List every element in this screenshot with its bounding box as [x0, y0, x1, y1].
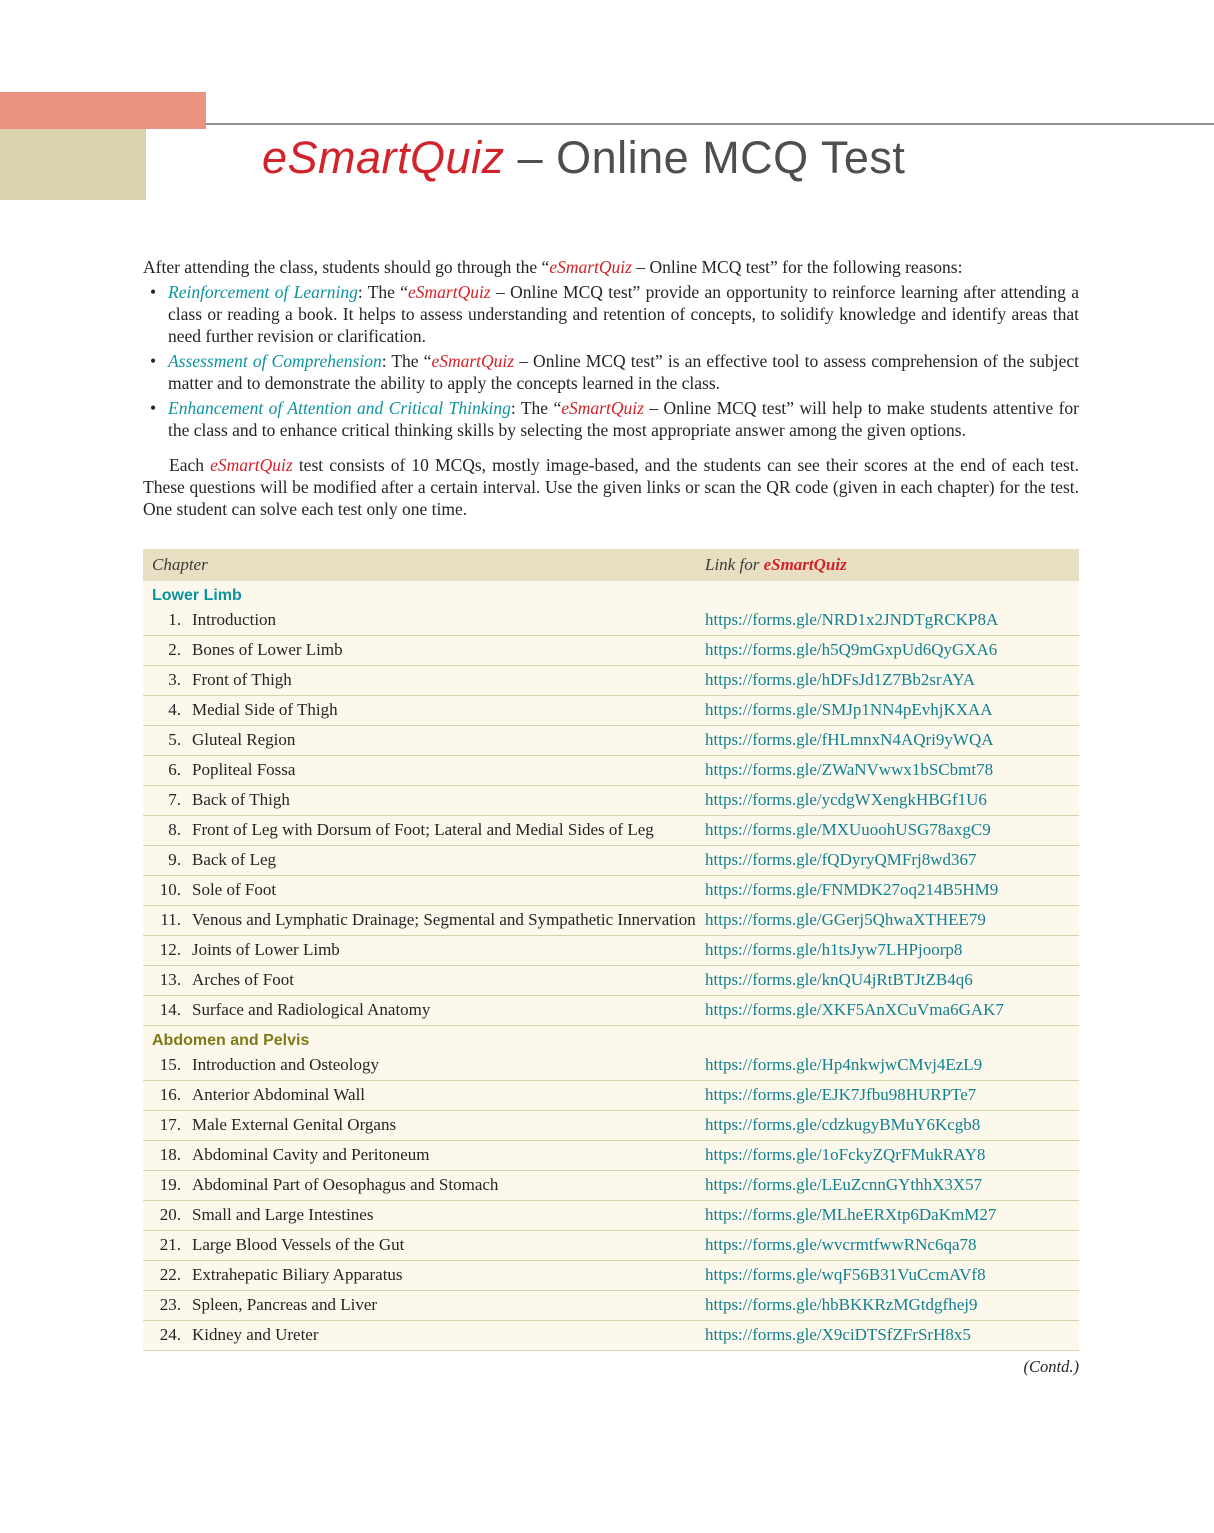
- chapter-number: 2.: [168, 639, 181, 659]
- link-cell: [705, 1290, 1079, 1320]
- chapter-name: Popliteal Fossa: [192, 759, 296, 779]
- table-row: [143, 1110, 1079, 1140]
- link-cell: [705, 725, 1079, 755]
- link-cell: [705, 1260, 1079, 1290]
- brand-name: eSmartQuiz: [763, 554, 847, 574]
- link-cell: [705, 1230, 1079, 1260]
- page-title: [262, 133, 905, 183]
- chapter-cell: [143, 995, 705, 1025]
- header-beige-block: [0, 129, 146, 200]
- chapter-name: Venous and Lymphatic Drainage; Segmental and Sympathetic Innervation: [192, 909, 696, 929]
- bullet-mid: : The “: [357, 282, 409, 303]
- chapter-name: Joints of Lower Limb: [192, 939, 340, 959]
- table-row: [143, 755, 1079, 785]
- quiz-link[interactable]: https://forms.gle/NRD1x2JNDTgRCKP8A: [705, 609, 999, 629]
- chapter-number: 5.: [168, 729, 181, 749]
- brand-name: eSmartQuiz: [210, 455, 293, 476]
- link-cell: [705, 905, 1079, 935]
- table-row: [143, 965, 1079, 995]
- header-rule-line: [206, 123, 1214, 125]
- table-row: [143, 1170, 1079, 1200]
- reasons-list: [143, 281, 1079, 441]
- quiz-link[interactable]: https://forms.gle/hDFsJd1Z7Bb2srAYA: [705, 669, 975, 689]
- chapter-cell: [143, 725, 705, 755]
- quiz-link[interactable]: https://forms.gle/h1tsJyw7LHPjoorp8: [705, 939, 963, 959]
- quiz-link[interactable]: https://forms.gle/Hp4nkwjwCMvj4EzL9: [705, 1054, 983, 1074]
- chapter-name: Small and Large Intestines: [192, 1204, 374, 1224]
- chapter-number: 9.: [168, 849, 181, 869]
- bullet-item-enhancement: [143, 397, 1079, 441]
- link-cell: [705, 1110, 1079, 1140]
- table-row: [143, 635, 1079, 665]
- chapter-cell: [143, 1170, 705, 1200]
- chapter-cell: [143, 785, 705, 815]
- brand-name: eSmartQuiz: [408, 282, 491, 303]
- quiz-link[interactable]: https://forms.gle/GGerj5QhwaXTHEE79: [705, 909, 986, 929]
- summary-paragraph: [143, 454, 1079, 520]
- table-row: [143, 845, 1079, 875]
- chapter-cell: [143, 845, 705, 875]
- chapter-cell: [143, 695, 705, 725]
- quiz-link[interactable]: https://forms.gle/LEuZcnnGYthhX3X57: [705, 1174, 983, 1194]
- quiz-links-table: [143, 549, 1079, 1351]
- chapter-cell: [143, 935, 705, 965]
- chapter-number: 23.: [159, 1294, 181, 1314]
- chapter-name: Large Blood Vessels of the Gut: [192, 1234, 405, 1254]
- table-row: [143, 1260, 1079, 1290]
- chapter-name: Gluteal Region: [192, 729, 296, 749]
- quiz-link[interactable]: https://forms.gle/hbBKKRzMGtdgfhej9: [705, 1294, 978, 1314]
- brand-name: eSmartQuiz: [561, 398, 644, 419]
- table-row: [143, 1080, 1079, 1110]
- bullet-lead: Reinforcement of Learning: [168, 282, 358, 303]
- link-header-prefix: Link for: [705, 554, 764, 574]
- chapter-number: 8.: [168, 819, 181, 839]
- page-content: [143, 256, 1079, 1377]
- bullet-lead: Assessment of Comprehension: [168, 351, 382, 372]
- table-row: [143, 1320, 1079, 1350]
- bullet-mid: : The “: [510, 398, 562, 419]
- brand-name: eSmartQuiz: [262, 132, 505, 183]
- quiz-link[interactable]: https://forms.gle/FNMDK27oq214B5HM9: [705, 879, 999, 899]
- chapter-cell: [143, 1080, 705, 1110]
- quiz-link[interactable]: https://forms.gle/knQU4jRtBTJtZB4q6: [705, 969, 973, 989]
- chapter-number: 16.: [159, 1084, 181, 1104]
- brand-name: eSmartQuiz: [549, 257, 632, 277]
- bullet-item-reinforcement: [143, 281, 1079, 347]
- quiz-link[interactable]: https://forms.gle/1oFckyZQrFMukRAY8: [705, 1144, 986, 1164]
- chapter-name: Kidney and Ureter: [192, 1324, 319, 1344]
- chapter-name: Front of Leg with Dorsum of Foot; Lateral and Medial Sides of Leg: [192, 819, 654, 839]
- chapter-number: 10.: [159, 879, 181, 899]
- summary-text-post: test consists of 10 MCQs, mostly image-based, and the students can see their scores at the end of each test. These questions will be modified after a certain interval. Use the given links or scan the QR code (given in each chapter) for the test. One student can solve each test only one time.: [143, 455, 1079, 520]
- quiz-link[interactable]: https://forms.gle/ycdgWXengkHBGf1U6: [705, 789, 987, 809]
- chapter-number: 13.: [159, 969, 181, 989]
- chapter-name: Arches of Foot: [192, 969, 294, 989]
- table-row: [143, 1230, 1079, 1260]
- chapter-number: 20.: [159, 1204, 181, 1224]
- chapter-cell: [143, 1200, 705, 1230]
- brand-name: eSmartQuiz: [431, 351, 515, 372]
- chapter-cell: [143, 965, 705, 995]
- chapter-cell: [143, 1110, 705, 1140]
- chapter-cell: [143, 635, 705, 665]
- table-row: [143, 875, 1079, 905]
- chapter-name: Bones of Lower Limb: [192, 639, 343, 659]
- link-cell: [705, 785, 1079, 815]
- chapter-cell: [143, 905, 705, 935]
- quiz-link[interactable]: https://forms.gle/fHLmnxN4AQri9yWQA: [705, 729, 994, 749]
- quiz-link[interactable]: https://forms.gle/XKF5AnXCuVma6GAK7: [705, 999, 1004, 1019]
- link-cell: [705, 965, 1079, 995]
- table-row: [143, 665, 1079, 695]
- quiz-link[interactable]: https://forms.gle/cdzkugyBMuY6Kcgb8: [705, 1114, 981, 1134]
- quiz-link[interactable]: https://forms.gle/SMJp1NN4pEvhjKXAA: [705, 699, 993, 719]
- chapter-name: Abdominal Part of Oesophagus and Stomach: [192, 1174, 499, 1194]
- section-row: [143, 581, 1079, 606]
- chapter-name: Introduction: [192, 609, 277, 629]
- intro-text-post: – Online MCQ test” for the following reasons:: [631, 257, 963, 277]
- chapter-name: Abdominal Cavity and Peritoneum: [192, 1144, 430, 1164]
- link-cell: [705, 695, 1079, 725]
- chapter-name: Extrahepatic Biliary Apparatus: [192, 1264, 403, 1284]
- table-header-row: [143, 549, 1079, 581]
- chapter-cell: [143, 1230, 705, 1260]
- continued-note: (Contd.): [1023, 1356, 1079, 1376]
- chapter-name: Front of Thigh: [192, 669, 292, 689]
- chapter-name: Introduction and Osteology: [192, 1054, 379, 1074]
- table-row: [143, 935, 1079, 965]
- chapter-number: 24.: [159, 1324, 181, 1344]
- chapter-number: 1.: [168, 609, 181, 629]
- chapter-cell: [143, 606, 705, 636]
- chapter-number: 7.: [168, 789, 181, 809]
- link-cell: [705, 606, 1079, 636]
- chapter-number: 22.: [159, 1264, 181, 1284]
- chapter-name: Sole of Foot: [192, 879, 277, 899]
- chapter-cell: [143, 875, 705, 905]
- summary-text-pre: Each: [169, 455, 211, 476]
- chapter-number: 19.: [159, 1174, 181, 1194]
- chapter-cell: [143, 1320, 705, 1350]
- chapter-name: Medial Side of Thigh: [192, 699, 338, 719]
- page-title-rest: – Online MCQ Test: [504, 132, 906, 183]
- table-row: [143, 815, 1079, 845]
- chapter-name: Spleen, Pancreas and Liver: [192, 1294, 378, 1314]
- quiz-link[interactable]: https://forms.gle/MLheERXtp6DaKmM27: [705, 1204, 997, 1224]
- chapter-column-header: Chapter: [143, 549, 705, 581]
- chapter-cell: [143, 755, 705, 785]
- link-cell: [705, 1051, 1079, 1081]
- link-cell: [705, 1200, 1079, 1230]
- link-cell: [705, 1080, 1079, 1110]
- table-row: [143, 905, 1079, 935]
- chapter-number: 15.: [159, 1054, 181, 1074]
- table-row: [143, 606, 1079, 636]
- link-cell: [705, 815, 1079, 845]
- table-row: [143, 725, 1079, 755]
- link-cell: [705, 665, 1079, 695]
- chapter-name: Surface and Radiological Anatomy: [192, 999, 431, 1019]
- chapter-number: 12.: [159, 939, 181, 959]
- chapter-number: 6.: [168, 759, 181, 779]
- quiz-link[interactable]: https://forms.gle/fQDyryQMFrj8wd367: [705, 849, 977, 869]
- chapter-name: Back of Thigh: [192, 789, 290, 809]
- quiz-links-table-area: [143, 549, 1079, 1351]
- bullet-lead: Enhancement of Attention and Critical Thinking: [168, 398, 511, 419]
- quiz-link[interactable]: https://forms.gle/X9ciDTSfZFrSrH8x5: [705, 1324, 971, 1344]
- chapter-cell: [143, 815, 705, 845]
- bullet-rest: – Online MCQ test” provide an opportunity to reinforce learning after attending a class or reading a book. It helps to assess understanding and retention of concepts, to solidify knowledge and identify areas that need further revision or clarification.: [168, 282, 1079, 347]
- bullet-item-assessment: [143, 350, 1079, 394]
- table-row: [143, 1200, 1079, 1230]
- chapter-number: 11.: [160, 909, 181, 929]
- table-row: [143, 1140, 1079, 1170]
- link-cell: [705, 845, 1079, 875]
- header-coral-bar: [0, 92, 206, 129]
- chapter-cell: [143, 1260, 705, 1290]
- bullet-mid: : The “: [381, 351, 432, 372]
- chapter-number: 3.: [168, 669, 181, 689]
- table-row: [143, 785, 1079, 815]
- section-title: Lower Limb: [152, 586, 242, 604]
- table-row: [143, 1290, 1079, 1320]
- table-row: [143, 695, 1079, 725]
- chapter-cell: [143, 665, 705, 695]
- quiz-link[interactable]: https://forms.gle/h5Q9mGxpUd6QyGXA6: [705, 639, 998, 659]
- chapter-cell: [143, 1051, 705, 1081]
- chapter-number: 4.: [168, 699, 181, 719]
- link-cell: [705, 935, 1079, 965]
- section-title: Abdomen and Pelvis: [152, 1031, 310, 1049]
- bullet-rest: – Online MCQ test” will help to make students attentive for the class and to enhance critical thinking skills by selecting the most appropriate answer among the given options.: [168, 398, 1079, 441]
- chapter-cell: [143, 1290, 705, 1320]
- link-cell: [705, 995, 1079, 1025]
- quiz-link[interactable]: https://forms.gle/EJK7Jfbu98HURPTe7: [705, 1084, 977, 1104]
- chapter-name: Back of Leg: [192, 849, 277, 869]
- chapter-number: 21.: [159, 1234, 181, 1254]
- quiz-link[interactable]: https://forms.gle/wqF56B31VuCcmAVf8: [705, 1264, 986, 1284]
- intro-paragraph: [143, 256, 1079, 278]
- chapter-number: 14.: [159, 999, 181, 1019]
- chapter-cell: [143, 1140, 705, 1170]
- link-cell: [705, 1170, 1079, 1200]
- intro-text-pre: After attending the class, students should go through the “: [143, 257, 550, 277]
- quiz-link[interactable]: https://forms.gle/MXUuoohUSG78axgC9: [705, 819, 991, 839]
- link-cell: [705, 875, 1079, 905]
- link-cell: [705, 1320, 1079, 1350]
- link-cell: [705, 1140, 1079, 1170]
- link-cell: [705, 755, 1079, 785]
- quiz-table-body: [143, 581, 1079, 1351]
- table-row: [143, 995, 1079, 1025]
- chapter-number: 18.: [159, 1144, 181, 1164]
- section-row: [143, 1025, 1079, 1051]
- chapter-name: Male External Genital Organs: [192, 1114, 397, 1134]
- bullet-rest: – Online MCQ test” is an effective tool to assess comprehension of the subject matter and to demonstrate the ability to apply the concepts learned in the class.: [168, 351, 1079, 394]
- quiz-link[interactable]: https://forms.gle/ZWaNVwwx1bSCbmt78: [705, 759, 994, 779]
- chapter-number: 17.: [159, 1114, 181, 1134]
- table-row: [143, 1051, 1079, 1081]
- chapter-name: Anterior Abdominal Wall: [192, 1084, 366, 1104]
- quiz-link[interactable]: https://forms.gle/wvcrmtfwwRNc6qa78: [705, 1234, 977, 1254]
- link-column-header: [705, 549, 1079, 581]
- link-cell: [705, 635, 1079, 665]
